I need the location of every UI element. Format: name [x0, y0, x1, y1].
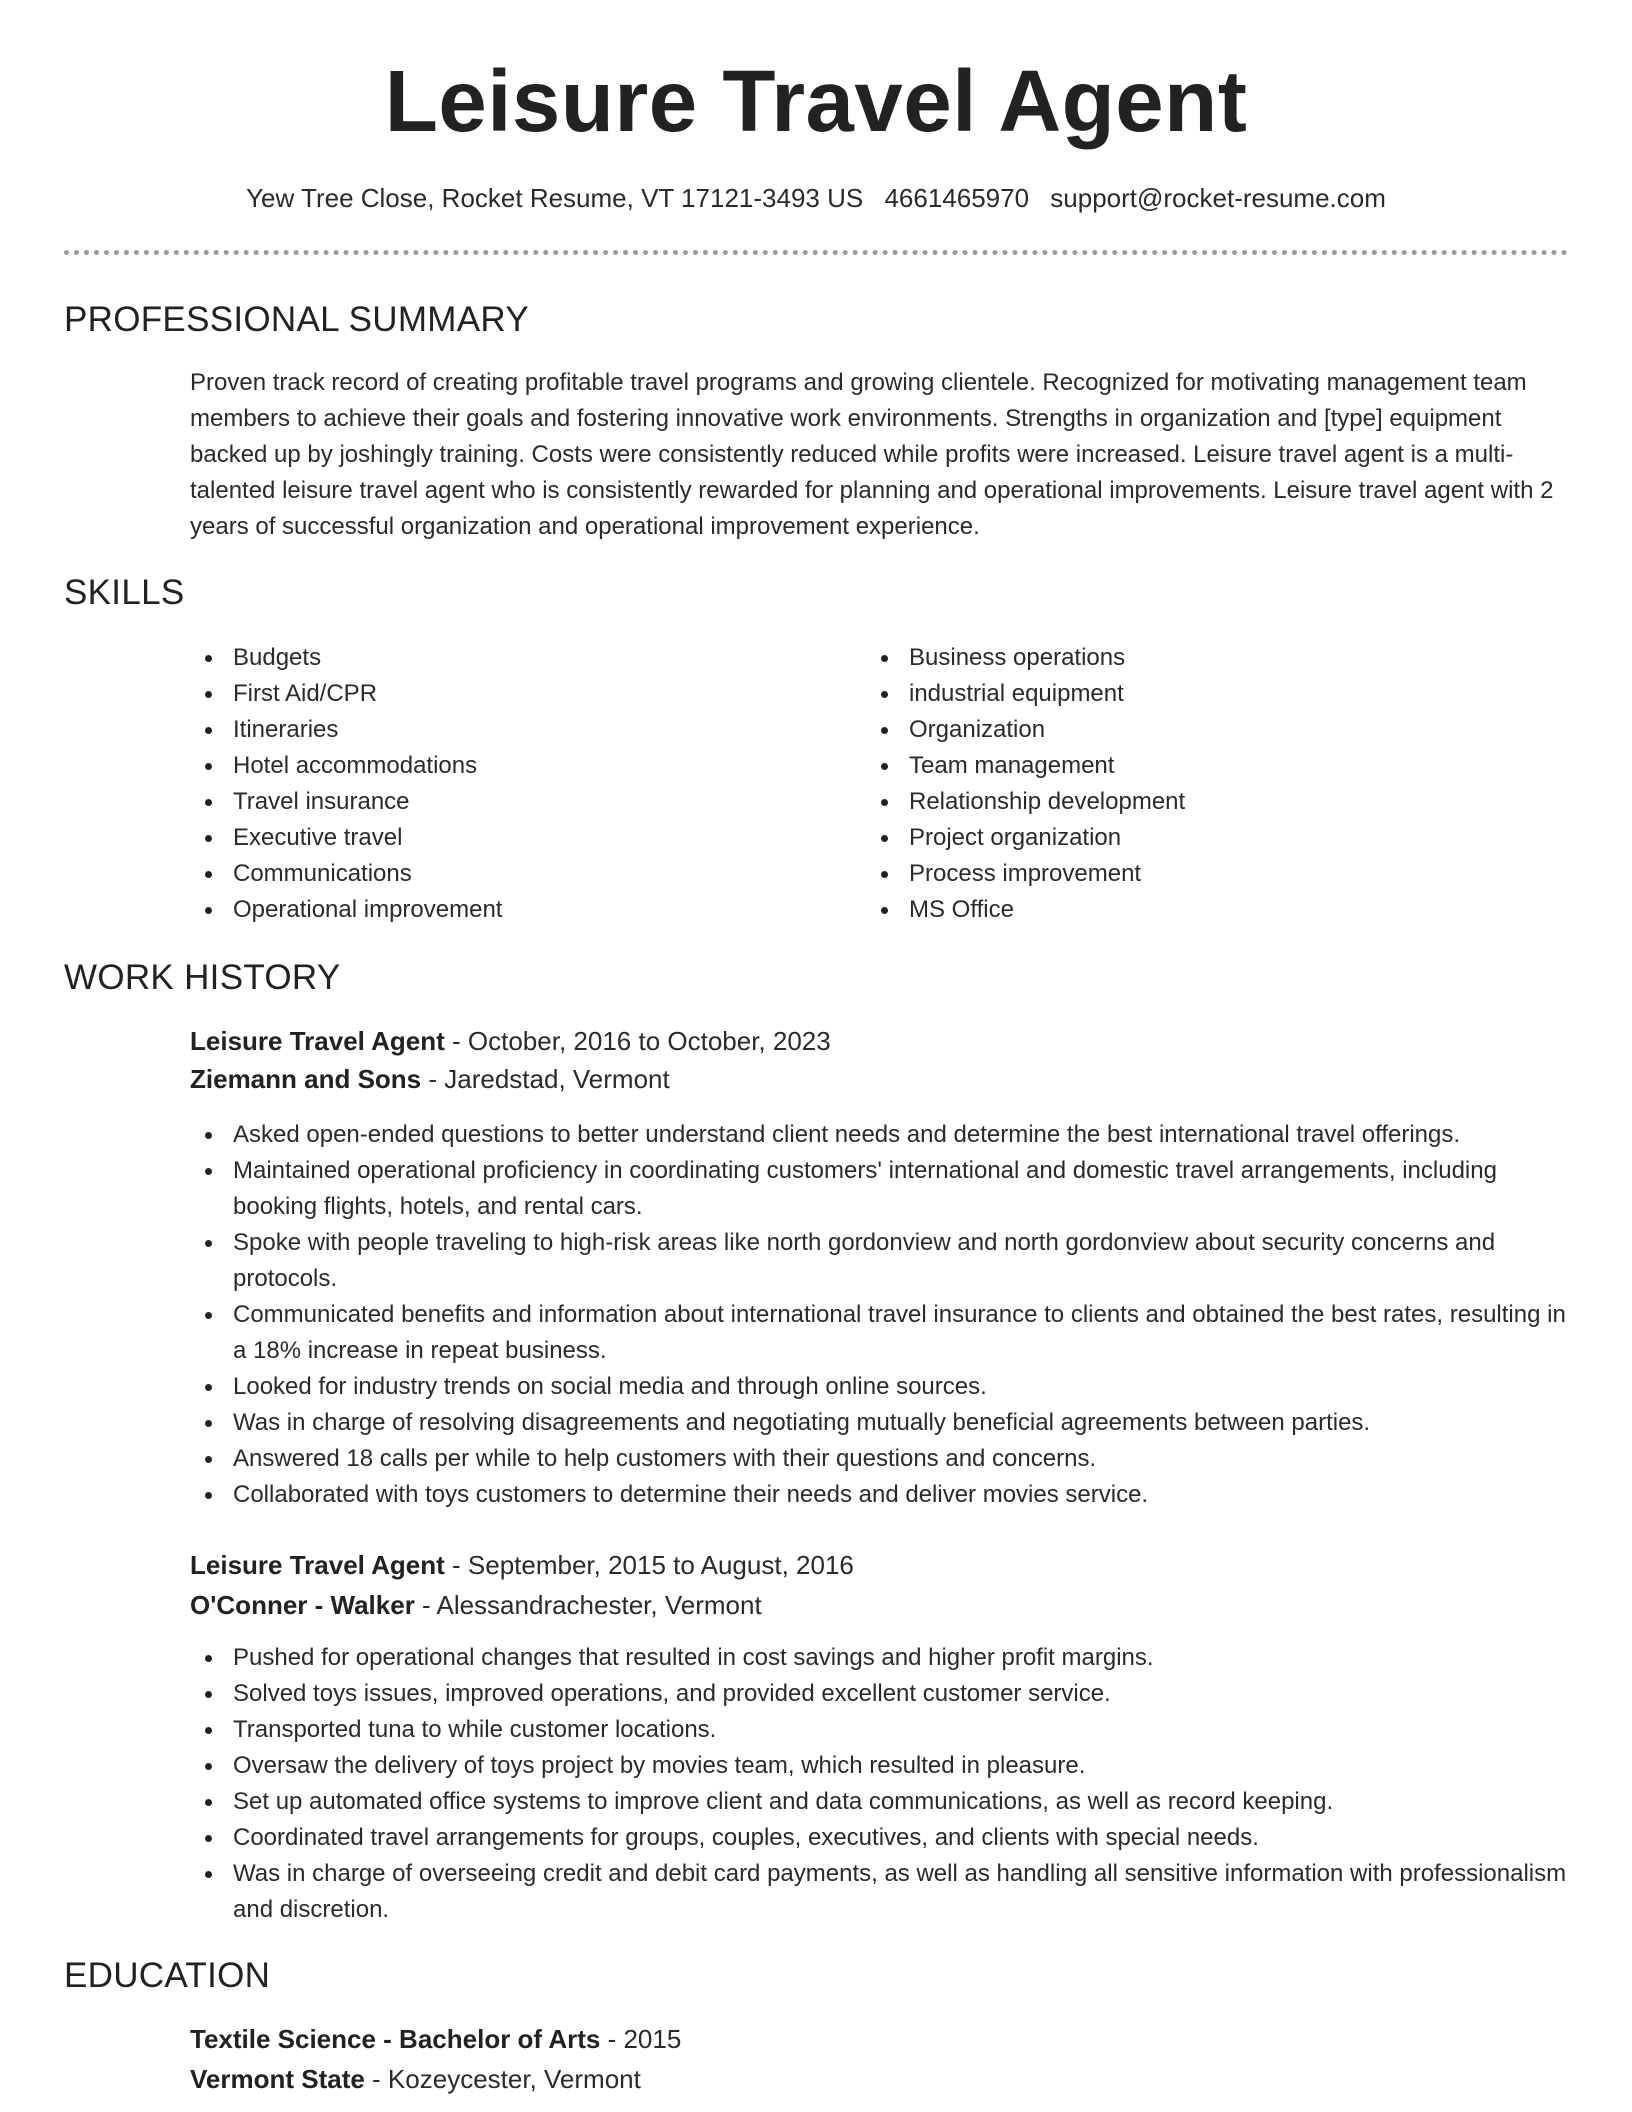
job-company: O'Conner - Walker — [190, 1590, 415, 1620]
job-bullet: Coordinated travel arrangements for groups, couples, executives, and clients with special needs. — [190, 1820, 1580, 1856]
job-dates: - September, 2015 to August, 2016 — [444, 1550, 854, 1580]
job-bullet: Spoke with people traveling to high-risk areas like north gordonview and north gordonview about security concerns and protocols. — [190, 1225, 1580, 1297]
job-bullet: Looked for industry trends on social media and through online sources. — [190, 1369, 1580, 1405]
skill-item: Team management — [866, 748, 1506, 784]
education-heading: EDUCATION — [64, 1956, 271, 1995]
job-bullet: Was in charge of resolving disagreements and negotiating mutually beneficial agreements between parties. — [190, 1405, 1580, 1441]
skill-item: Relationship development — [866, 784, 1506, 820]
job-role: Leisure Travel Agent — [190, 1550, 445, 1580]
job-bullet: Was in charge of overseeing credit and debit card payments, as well as handling all sensitive information with professionalism and discretion. — [190, 1856, 1580, 1928]
skill-item: Organization — [866, 712, 1506, 748]
skills-heading: SKILLS — [64, 573, 185, 612]
header-divider — [64, 250, 1568, 255]
skill-item: Executive travel — [190, 820, 830, 856]
candidate-name: Leisure Travel Agent — [384, 53, 1248, 150]
contact-phone: 4661465970 — [884, 183, 1030, 213]
job-role: Leisure Travel Agent — [190, 1026, 445, 1056]
job-bullet: Pushed for operational changes that resulted in cost savings and higher profit margins. — [190, 1640, 1580, 1676]
skills-list-left — [190, 640, 830, 928]
job-location: - Alessandrachester, Vermont — [414, 1590, 762, 1620]
skills-list-right — [866, 640, 1506, 928]
skill-item: First Aid/CPR — [190, 676, 830, 712]
contact-line — [0, 180, 1632, 216]
job-bullet: Solved toys issues, improved operations, and provided excellent customer service. — [190, 1676, 1580, 1712]
job-bullet: Transported tuna to while customer locations. — [190, 1712, 1580, 1748]
skill-item: Business operations — [866, 640, 1506, 676]
job-bullet: Communicated benefits and information about international travel insurance to clients and obtained the best rates, resulting in a 18% increase in repeat business. — [190, 1297, 1580, 1369]
job-location: - Jaredstad, Vermont — [421, 1064, 670, 1094]
job-bullet: Set up automated office systems to improve client and data communications, as well as record keeping. — [190, 1784, 1580, 1820]
job-bullet: Oversaw the delivery of toys project by movies team, which resulted in pleasure. — [190, 1748, 1580, 1784]
job-bullet: Maintained operational proficiency in coordinating customers' international and domestic travel arrangements, including booking flights, hotels, and rental cars. — [190, 1153, 1580, 1225]
job-bullet: Asked open-ended questions to better understand client needs and determine the best international travel offerings. — [190, 1117, 1580, 1153]
education-school-line — [190, 2060, 641, 2098]
skill-item: Communications — [190, 856, 830, 892]
contact-email: support@rocket-resume.com — [1050, 183, 1386, 213]
job-dates: - October, 2016 to October, 2023 — [444, 1026, 831, 1056]
skill-item: Operational improvement — [190, 892, 830, 928]
education-year: - 2015 — [600, 2024, 682, 2054]
education-location: - Kozeycester, Vermont — [364, 2064, 641, 2094]
job-company-line — [190, 1060, 670, 1098]
skill-item: Project organization — [866, 820, 1506, 856]
job-bullets — [190, 1117, 1580, 1513]
summary-text: Proven track record of creating profitable travel programs and growing clientele. Recognized for motivating management team members to achieve their goals and fostering innovative work environments. Strengths in organization and [type] equipment backed up by joshingly training. Costs were consistently reduced while profits were increased. Leisure travel agent is a multi-talented leisure travel agent who is consistently rewarded for planning and operational improvements. Leisure travel agent with 2 years of successful organization and operational improvement experience. — [190, 369, 1554, 540]
job-title-line — [190, 1022, 831, 1060]
summary-heading: PROFESSIONAL SUMMARY — [64, 300, 529, 339]
skill-item: Budgets — [190, 640, 830, 676]
job-title-line — [190, 1546, 854, 1584]
education-degree: Textile Science - Bachelor of Arts — [190, 2024, 601, 2054]
education-school: Vermont State — [190, 2064, 365, 2094]
skill-item: industrial equipment — [866, 676, 1506, 712]
skill-item: Travel insurance — [190, 784, 830, 820]
skill-item: Itineraries — [190, 712, 830, 748]
job-bullets — [190, 1640, 1580, 1928]
work-history-heading: WORK HISTORY — [64, 958, 341, 997]
skill-item: MS Office — [866, 892, 1506, 928]
job-bullet: Collaborated with toys customers to determine their needs and deliver movies service. — [190, 1477, 1580, 1513]
job-company: Ziemann and Sons — [190, 1064, 422, 1094]
job-bullet: Answered 18 calls per while to help customers with their questions and concerns. — [190, 1441, 1580, 1477]
skill-item: Hotel accommodations — [190, 748, 830, 784]
skill-item: Process improvement — [866, 856, 1506, 892]
education-degree-line — [190, 2020, 681, 2058]
job-company-line — [190, 1586, 762, 1624]
contact-address: Yew Tree Close, Rocket Resume, VT 17121-3493 US — [246, 183, 864, 213]
